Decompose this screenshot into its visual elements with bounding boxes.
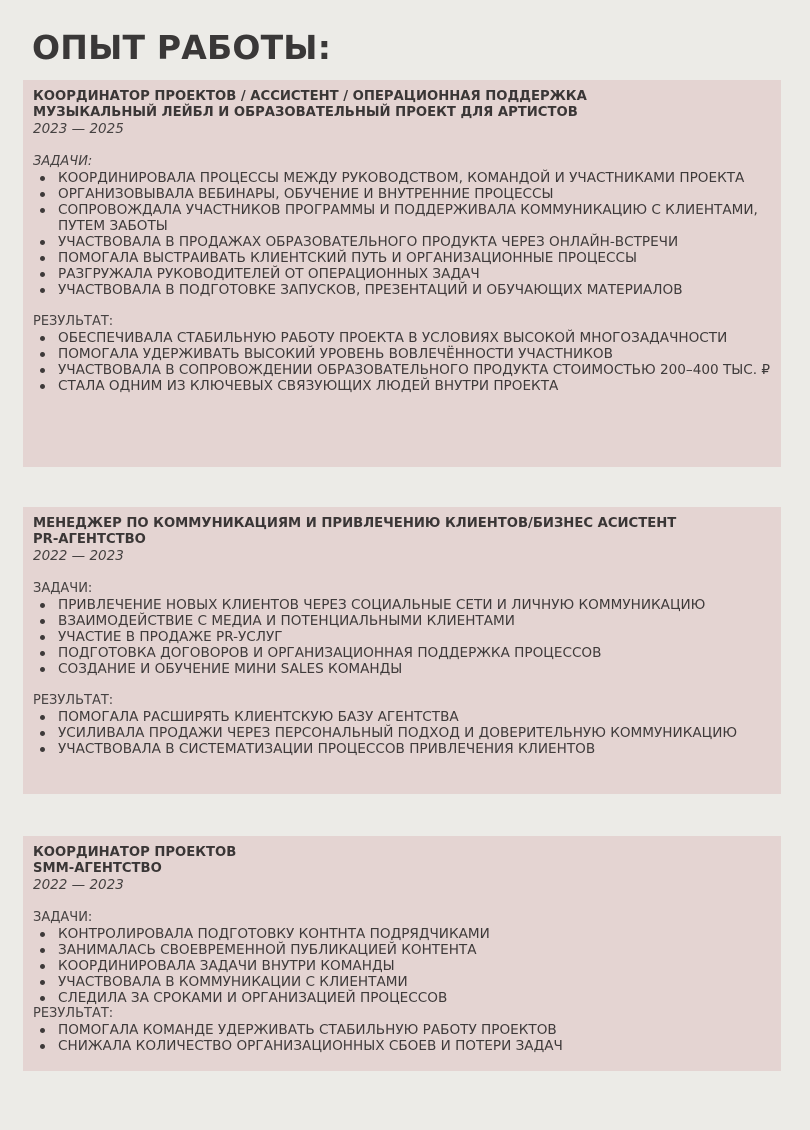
results-list: [33, 709, 771, 757]
job-period: 2022 — 2023: [33, 877, 124, 893]
task-item: УЧАСТВОВАЛА В ПРОДАЖАХ ОБРАЗОВАТЕЛЬНОГО ПРОДУКТА ЧЕРЕЗ ОНЛАЙН-ВСТРЕЧИ: [33, 234, 771, 250]
job-title: КООРДИНАТОР ПРОЕКТОВ: [33, 845, 237, 860]
company-name: МУЗЫКАЛЬНЫЙ ЛЕЙБЛ И ОБРАЗОВАТЕЛЬНЫЙ ПРОЕКТ ДЛЯ АРТИСТОВ: [33, 105, 578, 120]
task-item: СОЗДАНИЕ И ОБУЧЕНИЕ МИНИ SALES КОМАНДЫ: [33, 661, 771, 677]
results-label: РЕЗУЛЬТАТ:: [33, 693, 114, 708]
tasks-label: ЗАДАЧИ:: [33, 581, 93, 596]
job-card: [23, 836, 781, 1071]
job-card: [23, 80, 781, 467]
job-title: МЕНЕДЖЕР ПО КОММУНИКАЦИЯМ И ПРИВЛЕЧЕНИЮ КЛИЕНТОВ/БИЗНЕС АСИСТЕНТ: [33, 516, 677, 531]
result-item: УСИЛИВАЛА ПРОДАЖИ ЧЕРЕЗ ПЕРСОНАЛЬНЫЙ ПОДХОД И ДОВЕРИТЕЛЬНУЮ КОММУНИКАЦИЮ: [33, 725, 771, 741]
company-name: PR-АГЕНТСТВО: [33, 532, 146, 547]
task-item: ПРИВЛЕЧЕНИЕ НОВЫХ КЛИЕНТОВ ЧЕРЕЗ СОЦИАЛЬНЫЕ СЕТИ И ЛИЧНУЮ КОММУНИКАЦИЮ: [33, 597, 771, 613]
task-item: УЧАСТИЕ В ПРОДАЖЕ PR-УСЛУГ: [33, 629, 771, 645]
result-item: СТАЛА ОДНИМ ИЗ КЛЮЧЕВЫХ СВЯЗУЮЩИХ ЛЮДЕЙ ВНУТРИ ПРОЕКТА: [33, 378, 771, 394]
task-item: РАЗГРУЖАЛА РУКОВОДИТЕЛЕЙ ОТ ОПЕРАЦИОННЫХ ЗАДАЧ: [33, 266, 771, 282]
task-item: КОНТРОЛИРОВАЛА ПОДГОТОВКУ КОНТНТА ПОДРЯДЧИКАМИ: [33, 926, 771, 942]
result-item: СНИЖАЛА КОЛИЧЕСТВО ОРГАНИЗАЦИОННЫХ СБОЕВ И ПОТЕРИ ЗАДАЧ: [33, 1038, 771, 1054]
job-card: [23, 507, 781, 794]
result-item: ПОМОГАЛА УДЕРЖИВАТЬ ВЫСОКИЙ УРОВЕНЬ ВОВЛЕЧЁННОСТИ УЧАСТНИКОВ: [33, 346, 771, 362]
result-item: ПОМОГАЛА РАСШИРЯТЬ КЛИЕНТСКУЮ БАЗУ АГЕНТСТВА: [33, 709, 771, 725]
task-item: СОПРОВОЖДАЛА УЧАСТНИКОВ ПРОГРАММЫ И ПОДДЕРЖИВАЛА КОММУНИКАЦИЮ С КЛИЕНТАМИ, ПУТЕМ ЗАБОТЫ: [33, 202, 771, 234]
task-item: ЗАНИМАЛАСЬ СВОЕВРЕМЕННОЙ ПУБЛИКАЦИЕЙ КОНТЕНТА: [33, 942, 771, 958]
task-item: ПОМОГАЛА ВЫСТРАИВАТЬ КЛИЕНТСКИЙ ПУТЬ И ОРГАНИЗАЦИОННЫЕ ПРОЦЕССЫ: [33, 250, 771, 266]
task-item: КООРДИНИРОВАЛА ЗАДАЧИ ВНУТРИ КОМАНДЫ: [33, 958, 771, 974]
page-title: ОПЫТ РАБОТЫ:: [32, 28, 332, 67]
task-item: СЛЕДИЛА ЗА СРОКАМИ И ОРГАНИЗАЦИЕЙ ПРОЦЕССОВ: [33, 990, 771, 1006]
result-item: УЧАСТВОВАЛА В СИСТЕМАТИЗАЦИИ ПРОЦЕССОВ ПРИВЛЕЧЕНИЯ КЛИЕНТОВ: [33, 741, 771, 757]
results-label: РЕЗУЛЬТАТ:: [33, 1006, 114, 1021]
result-item: ОБЕСПЕЧИВАЛА СТАБИЛЬНУЮ РАБОТУ ПРОЕКТА В УСЛОВИЯХ ВЫСОКОЙ МНОГОЗАДАЧНОСТИ: [33, 330, 771, 346]
task-item: ПОДГОТОВКА ДОГОВОРОВ И ОРГАНИЗАЦИОННАЯ ПОДДЕРЖКА ПРОЦЕССОВ: [33, 645, 771, 661]
task-item: ОРГАНИЗОВЫВАЛА ВЕБИНАРЫ, ОБУЧЕНИЕ И ВНУТРЕННИЕ ПРОЦЕССЫ: [33, 186, 771, 202]
tasks-label: ЗАДАЧИ:: [33, 154, 93, 169]
tasks-list: [33, 170, 771, 298]
task-item: УЧАСТВОВАЛА В ПОДГОТОВКЕ ЗАПУСКОВ, ПРЕЗЕНТАЦИЙ И ОБУЧАЮЩИХ МАТЕРИАЛОВ: [33, 282, 771, 298]
results-list: [33, 1022, 771, 1054]
task-item: УЧАСТВОВАЛА В КОММУНИКАЦИИ С КЛИЕНТАМИ: [33, 974, 771, 990]
tasks-label: ЗАДАЧИ:: [33, 910, 93, 925]
result-item: УЧАСТВОВАЛА В СОПРОВОЖДЕНИИ ОБРАЗОВАТЕЛЬНОГО ПРОДУКТА СТОИМОСТЬЮ 200–400 ТЫС. ₽: [33, 362, 771, 378]
tasks-list: [33, 597, 771, 677]
task-item: ВЗАИМОДЕЙСТВИЕ С МЕДИА И ПОТЕНЦИАЛЬНЫМИ КЛИЕНТАМИ: [33, 613, 771, 629]
company-name: SMM-АГЕНТСТВО: [33, 861, 162, 876]
job-period: 2022 — 2023: [33, 548, 124, 564]
results-label: РЕЗУЛЬТАТ:: [33, 314, 114, 329]
task-item: КООРДИНИРОВАЛА ПРОЦЕССЫ МЕЖДУ РУКОВОДСТВОМ, КОМАНДОЙ И УЧАСТНИКАМИ ПРОЕКТА: [33, 170, 771, 186]
results-list: [33, 330, 771, 394]
job-title: КООРДИНАТОР ПРОЕКТОВ / АССИСТЕНТ / ОПЕРАЦИОННАЯ ПОДДЕРЖКА: [33, 89, 587, 104]
result-item: ПОМОГАЛА КОМАНДЕ УДЕРЖИВАТЬ СТАБИЛЬНУЮ РАБОТУ ПРОЕКТОВ: [33, 1022, 771, 1038]
tasks-list: [33, 926, 771, 1006]
job-period: 2023 — 2025: [33, 121, 124, 137]
